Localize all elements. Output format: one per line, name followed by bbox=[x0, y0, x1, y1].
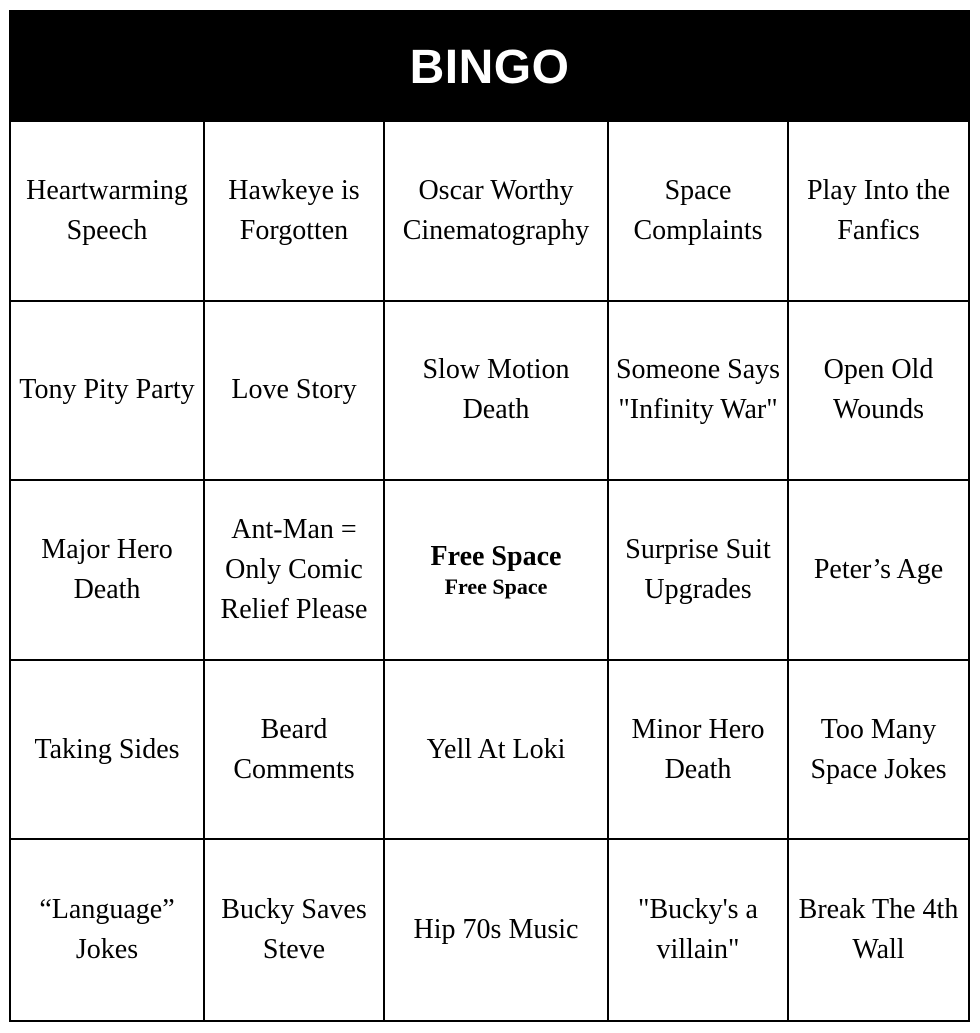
bingo-cell[interactable]: Love Story bbox=[205, 302, 385, 482]
bingo-title: BINGO bbox=[409, 40, 570, 94]
bingo-cell[interactable]: Hawkeye is Forgotten bbox=[205, 122, 385, 302]
bingo-cell[interactable]: Ant-Man = Only Comic Relief Please bbox=[205, 481, 385, 661]
bingo-cell[interactable]: Beard Comments bbox=[205, 661, 385, 841]
bingo-cell[interactable]: “Language” Jokes bbox=[11, 840, 205, 1020]
bingo-cell[interactable]: Space Complaints bbox=[609, 122, 789, 302]
bingo-header bbox=[11, 12, 968, 122]
free-space-cell[interactable] bbox=[385, 481, 609, 661]
free-space-sublabel: Free Space bbox=[444, 573, 548, 599]
bingo-cell[interactable]: Oscar Worthy Cinematography bbox=[385, 122, 609, 302]
bingo-cell[interactable]: Bucky Saves Steve bbox=[205, 840, 385, 1020]
bingo-cell[interactable]: "Bucky's a villain" bbox=[609, 840, 789, 1020]
bingo-cell[interactable]: Minor Hero Death bbox=[609, 661, 789, 841]
bingo-grid bbox=[11, 122, 968, 1020]
bingo-cell[interactable]: Surprise Suit Upgrades bbox=[609, 481, 789, 661]
free-space-label: Free Space bbox=[430, 540, 562, 572]
bingo-cell[interactable]: Open Old Wounds bbox=[789, 302, 968, 482]
bingo-cell[interactable]: Heartwarming Speech bbox=[11, 122, 205, 302]
bingo-cell[interactable]: Yell At Loki bbox=[385, 661, 609, 841]
bingo-cell[interactable]: Break The 4th Wall bbox=[798, 894, 959, 966]
bingo-cell[interactable]: Hip 70s Music bbox=[385, 840, 609, 1020]
bingo-cell[interactable]: Someone Says "Infinity War" bbox=[609, 302, 789, 482]
bingo-cell[interactable]: Taking Sides bbox=[11, 661, 205, 841]
bingo-cell[interactable]: Slow Motion Death bbox=[385, 302, 609, 482]
bingo-cell[interactable]: Tony Pity Party bbox=[11, 302, 205, 482]
bingo-cell[interactable]: Peter’s Age bbox=[789, 481, 968, 661]
bingo-cell[interactable]: Major Hero Death bbox=[11, 481, 205, 661]
bingo-cell[interactable]: Too Many Space Jokes bbox=[789, 661, 968, 841]
bingo-cell[interactable]: Play Into the Fanfics bbox=[789, 122, 968, 302]
bingo-card bbox=[9, 10, 970, 1022]
